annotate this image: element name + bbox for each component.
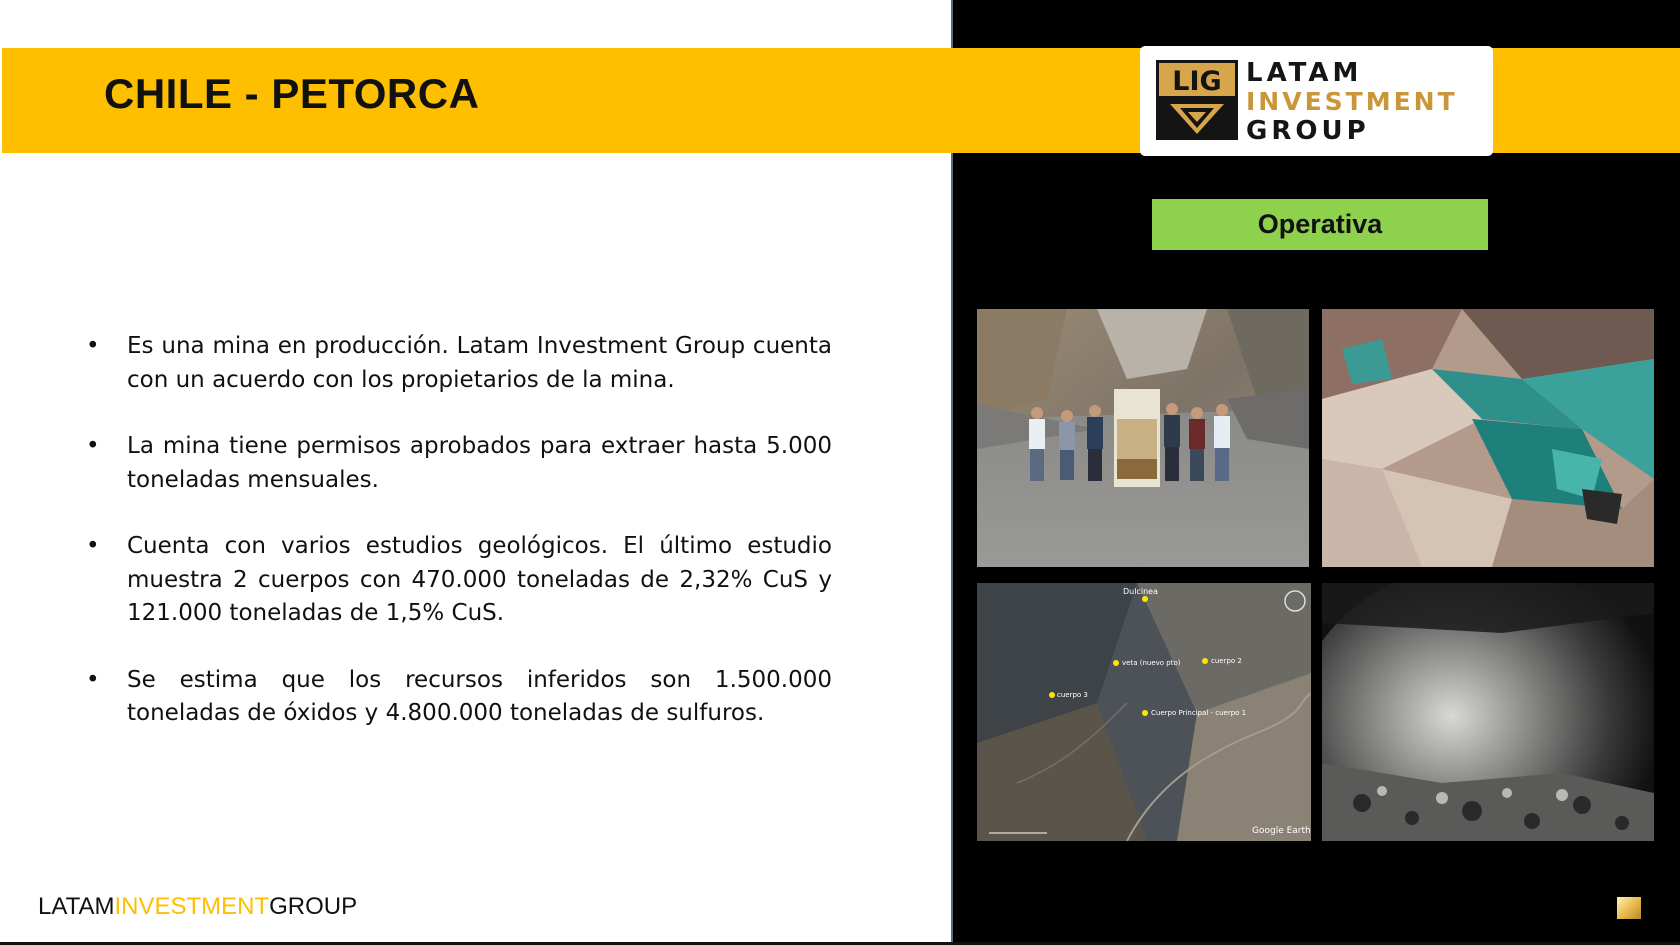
corner-gold-icon bbox=[1617, 897, 1641, 919]
map-watermark: Google Earth bbox=[1252, 826, 1311, 836]
company-logo bbox=[1140, 46, 1493, 156]
footer-logo bbox=[38, 893, 357, 921]
lig-logo-icon bbox=[1156, 60, 1238, 140]
bullet-item bbox=[80, 430, 832, 497]
bullet-item bbox=[80, 530, 832, 631]
bullet-text: Se estima que los recursos inferidos son 1.500.000 toneladas de óxidos y 4.800.000 toneladas de sulfuros. bbox=[127, 666, 832, 726]
page-title: CHILE - PETORCA bbox=[104, 70, 480, 117]
bullet-text: Cuenta con varios estudios geológicos. El último estudio muestra 2 cuerpos con 470.000 toneladas de 2,32% CuS y 121.000 toneladas de 1,5% CuS. bbox=[127, 533, 832, 626]
footer-logo-group: GROUP bbox=[269, 893, 358, 920]
bullet-list bbox=[80, 330, 832, 764]
bullet-marker: • bbox=[86, 433, 100, 459]
photo-mine-tunnel bbox=[1322, 583, 1654, 841]
photo-team-at-mine bbox=[977, 309, 1309, 567]
footer-logo-latam: LATAM bbox=[38, 893, 115, 920]
footer-logo-investment: INVESTMENT bbox=[114, 893, 270, 920]
logo-mark-text: LIG bbox=[1172, 66, 1222, 97]
logo-text-investment: INVESTMENT bbox=[1246, 87, 1458, 116]
bullet-marker: • bbox=[86, 533, 100, 559]
status-badge: Operativa bbox=[1152, 199, 1488, 250]
map-label-cuerpo-3: cuerpo 3 bbox=[1057, 691, 1088, 699]
photo-satellite-map bbox=[977, 583, 1311, 841]
bullet-text: La mina tiene permisos aprobados para extraer hasta 5.000 toneladas mensuales. bbox=[127, 433, 832, 493]
bullet-text: Es una mina en producción. Latam Investment Group cuenta con un acuerdo con los propietarios de la mina. bbox=[127, 333, 832, 393]
bullet-item bbox=[80, 330, 832, 397]
photo-copper-ore bbox=[1322, 309, 1654, 567]
logo-text-group: GROUP bbox=[1246, 116, 1370, 146]
map-label-dulcinea: Dulcinea bbox=[1123, 587, 1158, 596]
map-label-cuerpo-2: cuerpo 2 bbox=[1211, 657, 1242, 665]
logo-text-latam: LATAM bbox=[1246, 58, 1363, 88]
map-label-veta: veta (nuevo pto) bbox=[1122, 659, 1181, 667]
bullet-marker: • bbox=[86, 333, 100, 359]
map-label-cuerpo-principal: Cuerpo Principal - cuerpo 1 bbox=[1151, 709, 1247, 717]
bullet-item bbox=[80, 664, 832, 731]
bullet-marker: • bbox=[86, 666, 100, 693]
